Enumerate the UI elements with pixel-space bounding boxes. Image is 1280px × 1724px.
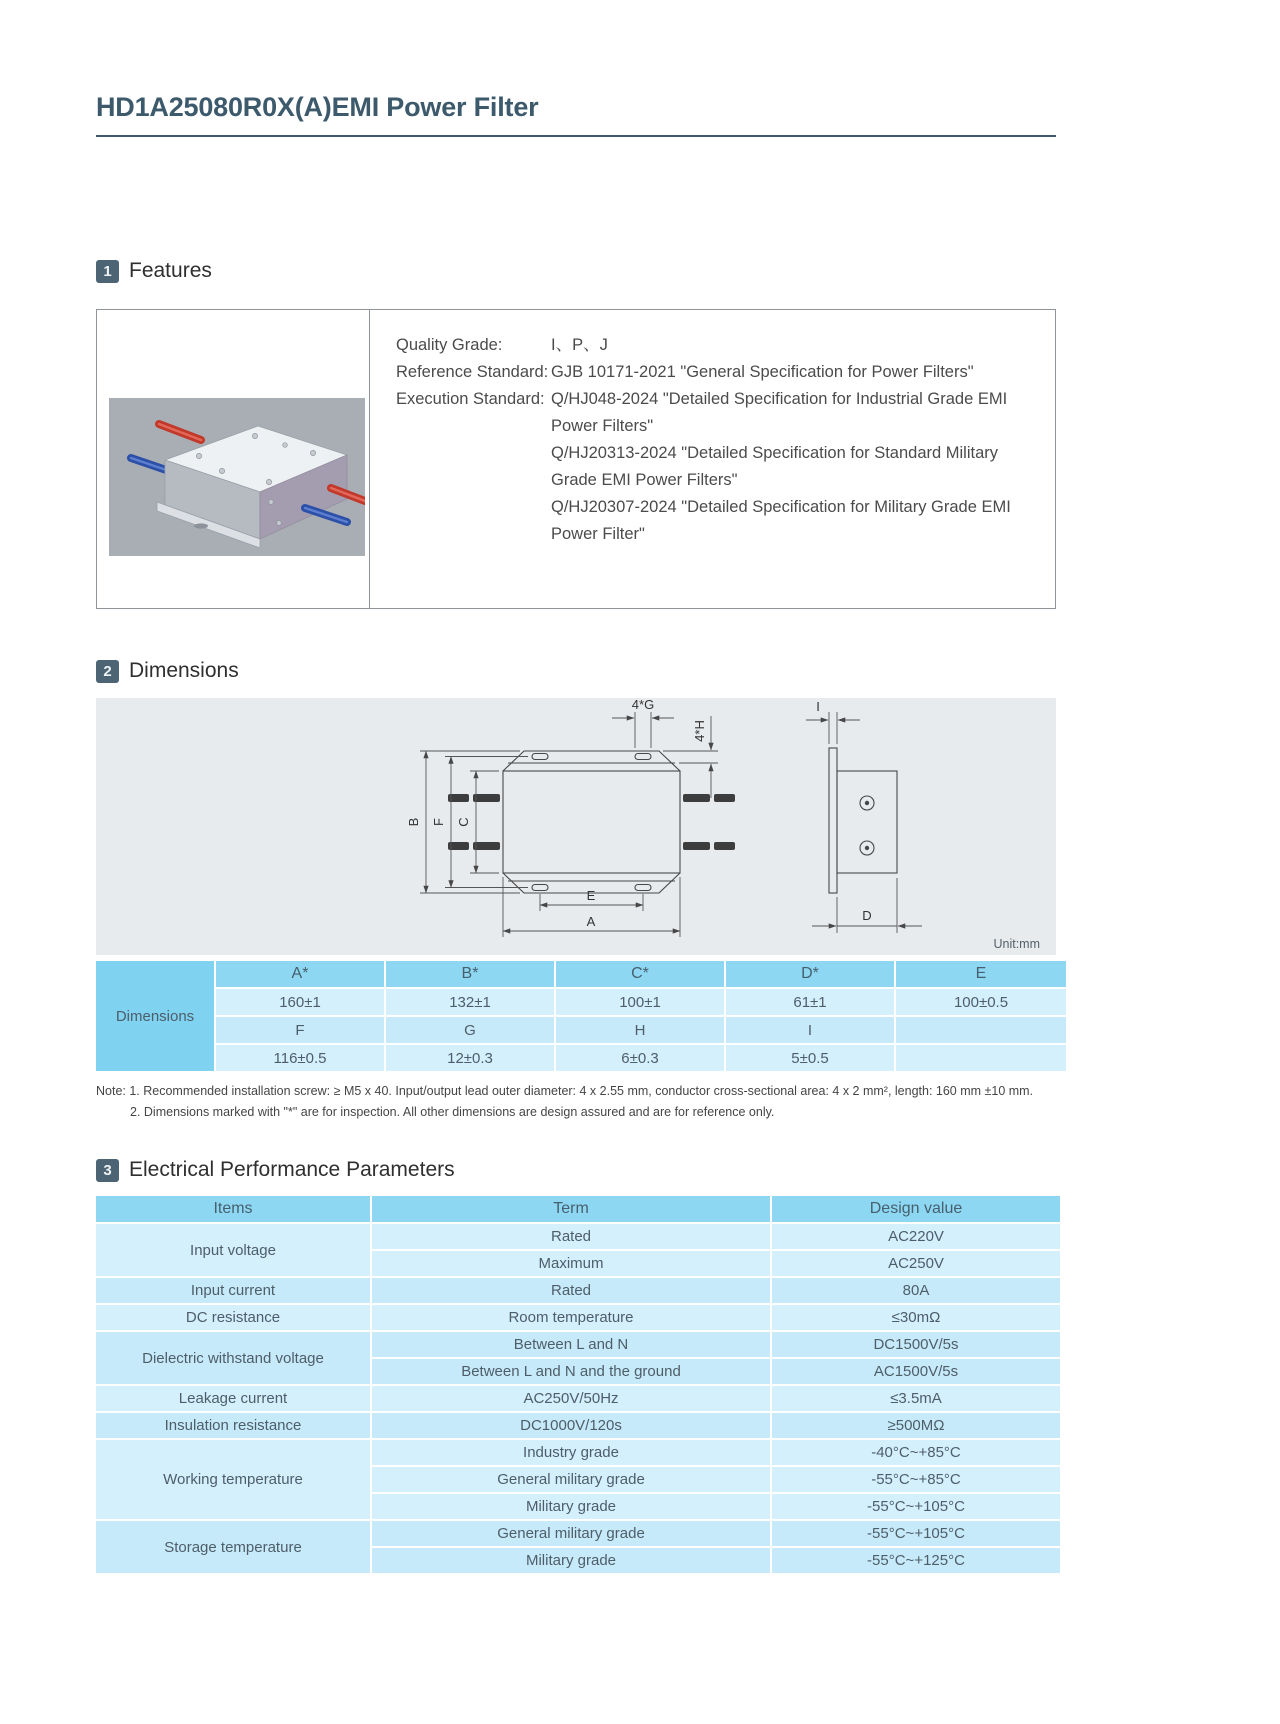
term-cell: DC1000V/120s <box>372 1413 770 1438</box>
spec-row-execution <box>396 386 1041 548</box>
table-row <box>96 1521 1060 1546</box>
execution-standard-label: Execution Standard: <box>396 390 545 408</box>
dim-value-cell: 5±0.5 <box>726 1045 894 1071</box>
table-row <box>96 989 1066 1015</box>
dim-letter-cell: F <box>216 1017 384 1043</box>
dimension-notes <box>96 1081 1216 1122</box>
table-row <box>96 1045 1066 1071</box>
section-heading-features <box>96 259 1056 283</box>
electrical-parameters-table <box>94 1194 1062 1575</box>
side-view <box>829 748 897 893</box>
dim-letter-cell: H <box>556 1017 724 1043</box>
header <box>96 0 1056 137</box>
dim-label-a: A <box>586 914 596 929</box>
note-line-1: Note: 1. Recommended installation screw: ≥ M5 x 40. Input/output lead outer diameter: 4 x 2.55 mm, conductor cross-sectional area: 4 x 2 mm², length: 160 mm ±10 mm. <box>96 1084 1034 1098</box>
dim-label-f: F <box>431 818 446 826</box>
dim-label-i: I <box>816 699 820 714</box>
item-cell: Input current <box>96 1278 370 1303</box>
table-row <box>96 1413 1060 1438</box>
reference-standard-label: Reference Standard: <box>396 363 549 381</box>
value-cell: AC250V <box>772 1251 1060 1276</box>
section-title: Dimensions <box>129 659 239 682</box>
term-cell: Between L and N and the ground <box>372 1359 770 1384</box>
value-cell: -55°C~+85°C <box>772 1467 1060 1492</box>
filter-leads <box>448 794 735 850</box>
column-header: Term <box>372 1196 770 1222</box>
item-cell: DC resistance <box>96 1305 370 1330</box>
table-row <box>96 1224 1060 1249</box>
item-cell: Storage temperature <box>96 1521 370 1573</box>
section-number-badge: 3 <box>96 1159 119 1182</box>
dim-value-cell: 6±0.3 <box>556 1045 724 1071</box>
dim-value-cell: 12±0.3 <box>386 1045 554 1071</box>
spec-row-reference <box>396 359 1041 386</box>
quality-grade-label: Quality Grade: <box>396 336 503 354</box>
item-cell: Dielectric withstand voltage <box>96 1332 370 1384</box>
features-text <box>370 310 1055 608</box>
table-row <box>96 1305 1060 1330</box>
dim-label-d: D <box>862 908 872 923</box>
table-header-row <box>96 961 1066 987</box>
dim-value-cell: 100±0.5 <box>896 989 1066 1015</box>
spec-row-quality <box>396 332 1041 359</box>
section-heading-electrical <box>96 1158 1056 1182</box>
dim-value-cell: 61±1 <box>726 989 894 1015</box>
dimensions-table <box>94 959 1068 1073</box>
column-header: C* <box>556 961 724 987</box>
column-header: Items <box>96 1196 370 1222</box>
term-cell: Room temperature <box>372 1305 770 1330</box>
value-cell: AC220V <box>772 1224 1060 1249</box>
value-cell: -40°C~+85°C <box>772 1440 1060 1465</box>
column-header: B* <box>386 961 554 987</box>
dim-value-cell: 100±1 <box>556 989 724 1015</box>
dim-letter-cell: I <box>726 1017 894 1043</box>
table-row <box>96 1278 1060 1303</box>
page-content <box>96 0 1056 1575</box>
execution-standard-values <box>551 386 1041 548</box>
column-header: A* <box>216 961 384 987</box>
dim-value-cell: 132±1 <box>386 989 554 1015</box>
dim-value-cell: 160±1 <box>216 989 384 1015</box>
table-row <box>96 1440 1060 1465</box>
value-cell: ≤3.5mA <box>772 1386 1060 1411</box>
product-render-svg <box>109 398 365 556</box>
dim-letter-cell <box>896 1017 1066 1043</box>
term-cell: Between L and N <box>372 1332 770 1357</box>
title-divider <box>96 135 1056 137</box>
value-cell: -55°C~+105°C <box>772 1494 1060 1519</box>
dim-label-e: E <box>586 888 596 903</box>
column-header: D* <box>726 961 894 987</box>
column-header: Design value <box>772 1196 1060 1222</box>
execution-standard-1: Q/HJ048-2024 "Detailed Specification for Industrial Grade EMI Power Filters" <box>551 390 1008 435</box>
execution-standard-3: Q/HJ20307-2024 "Detailed Specification for Military Grade EMI Power Filter" <box>551 498 1011 543</box>
quality-grade-value: I、P、J <box>551 336 608 354</box>
term-cell: Rated <box>372 1278 770 1303</box>
table-row <box>96 1386 1060 1411</box>
dim-label-b: B <box>406 817 421 827</box>
reference-standard-value: GJB 10171-2021 "General Specification for Power Filters" <box>551 363 974 381</box>
term-cell: General military grade <box>372 1521 770 1546</box>
term-cell: General military grade <box>372 1467 770 1492</box>
side-view-dimensions <box>806 712 922 933</box>
features-box <box>96 309 1056 609</box>
value-cell: -55°C~+125°C <box>772 1548 1060 1573</box>
product-image-cell <box>97 310 370 608</box>
section-number-badge: 2 <box>96 660 119 683</box>
dim-letter-cell: G <box>386 1017 554 1043</box>
value-cell: DC1500V/5s <box>772 1332 1060 1357</box>
execution-standard-2: Q/HJ20313-2024 "Detailed Specification for Standard Military Grade EMI Power Filters" <box>551 444 999 489</box>
dimension-drawing-svg <box>96 698 1056 955</box>
page-title: HD1A25080R0X(A)EMI Power Filter <box>96 92 539 122</box>
dim-value-cell: 116±0.5 <box>216 1045 384 1071</box>
row-header-cell: Dimensions <box>96 961 214 1071</box>
note-line-2: 2. Dimensions marked with "*" are for inspection. All other dimensions are design assured and are for reference only. <box>130 1104 775 1119</box>
value-cell: ≤30mΩ <box>772 1305 1060 1330</box>
term-cell: Industry grade <box>372 1440 770 1465</box>
table-row <box>96 1017 1066 1043</box>
section-number-badge: 1 <box>96 260 119 283</box>
dimension-drawing <box>96 698 1056 955</box>
table-row <box>96 1332 1060 1357</box>
section-title: Electrical Performance Parameters <box>129 1158 455 1181</box>
item-cell: Leakage current <box>96 1386 370 1411</box>
section-title: Features <box>129 259 212 282</box>
value-cell: 80A <box>772 1278 1060 1303</box>
unit-label: Unit:mm <box>993 937 1040 951</box>
item-cell: Working temperature <box>96 1440 370 1519</box>
item-cell: Input voltage <box>96 1224 370 1276</box>
term-cell: Maximum <box>372 1251 770 1276</box>
term-cell: Military grade <box>372 1548 770 1573</box>
value-cell: ≥500MΩ <box>772 1413 1060 1438</box>
section-heading-dimensions <box>96 659 1056 683</box>
dim-label-h: 4*H <box>692 720 707 742</box>
table-header-row <box>96 1196 1060 1222</box>
front-view <box>448 751 735 893</box>
dim-value-cell <box>896 1045 1066 1071</box>
item-cell: Insulation resistance <box>96 1413 370 1438</box>
term-cell: Rated <box>372 1224 770 1249</box>
product-image <box>109 398 365 556</box>
dim-label-c: C <box>456 817 471 827</box>
dim-label-g: 4*G <box>631 698 655 712</box>
term-cell: Military grade <box>372 1494 770 1519</box>
value-cell: -55°C~+105°C <box>772 1521 1060 1546</box>
term-cell: AC250V/50Hz <box>372 1386 770 1411</box>
column-header: E <box>896 961 1066 987</box>
value-cell: AC1500V/5s <box>772 1359 1060 1384</box>
